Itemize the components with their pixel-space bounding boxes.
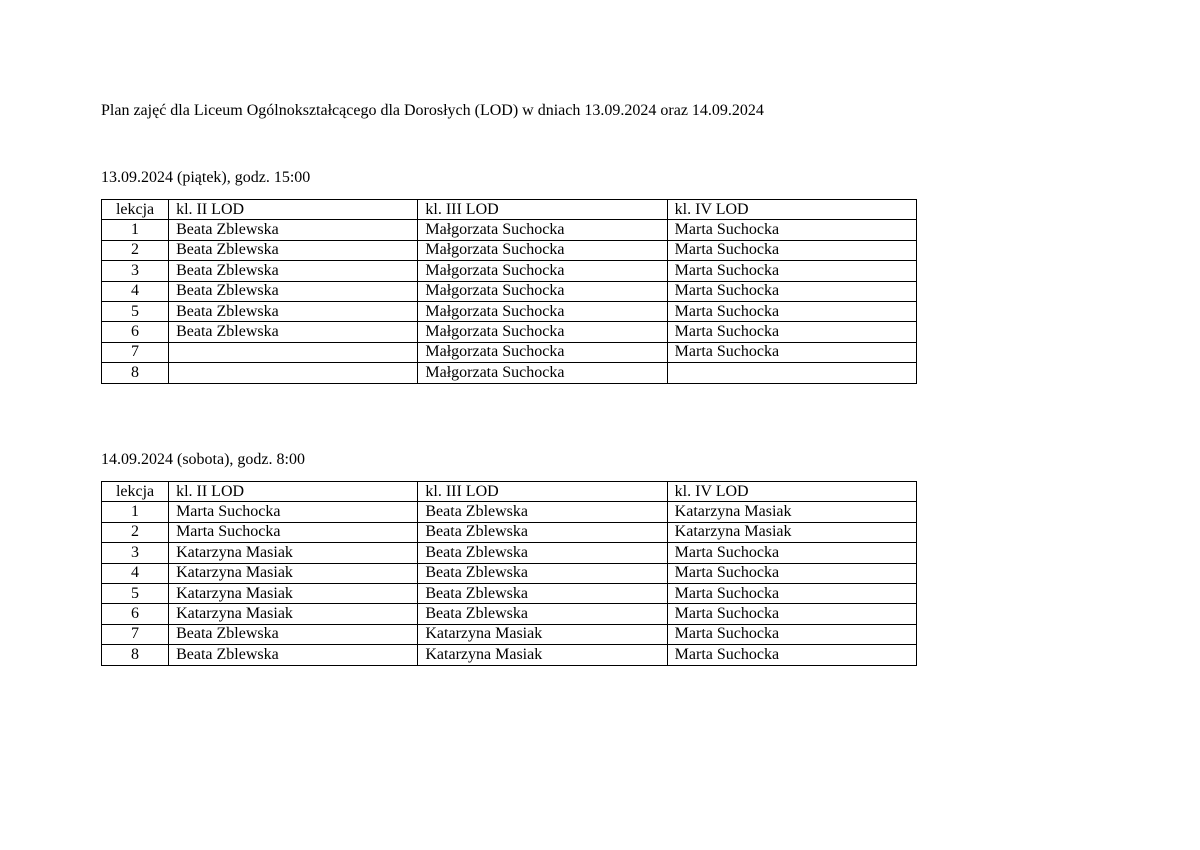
teacher-cell: Katarzyna Masiak	[418, 645, 667, 665]
teacher-cell: Marta Suchocka	[667, 281, 916, 301]
teacher-cell: Beata Zblewska	[418, 543, 667, 563]
lesson-number: 4	[102, 281, 169, 301]
teacher-cell: Marta Suchocka	[667, 563, 916, 583]
teacher-cell: Beata Zblewska	[418, 522, 667, 542]
lesson-number: 8	[102, 363, 169, 383]
teacher-cell: Beata Zblewska	[169, 281, 418, 301]
teacher-cell: Marta Suchocka	[667, 645, 916, 665]
column-header-class-ii: kl. II LOD	[169, 200, 418, 220]
table-row	[102, 281, 917, 301]
lesson-number: 3	[102, 543, 169, 563]
teacher-cell: Marta Suchocka	[667, 220, 916, 240]
column-header-class-iii: kl. III LOD	[418, 200, 667, 220]
table-row	[102, 522, 917, 542]
column-header-class-ii: kl. II LOD	[169, 482, 418, 502]
teacher-cell: Beata Zblewska	[418, 563, 667, 583]
table-row	[102, 322, 917, 342]
teacher-cell: Małgorzata Suchocka	[418, 281, 667, 301]
lesson-number: 5	[102, 301, 169, 321]
lesson-number: 3	[102, 261, 169, 281]
column-header-class-iv: kl. IV LOD	[667, 482, 916, 502]
teacher-cell: Katarzyna Masiak	[418, 624, 667, 644]
table-row	[102, 240, 917, 260]
teacher-cell: Beata Zblewska	[418, 502, 667, 522]
teacher-cell: Małgorzata Suchocka	[418, 322, 667, 342]
teacher-cell	[169, 342, 418, 362]
teacher-cell: Beata Zblewska	[418, 583, 667, 603]
table-header-row	[102, 200, 917, 220]
teacher-cell: Katarzyna Masiak	[667, 522, 916, 542]
lesson-number: 8	[102, 645, 169, 665]
schedule-table-saturday	[101, 481, 917, 666]
table-row	[102, 220, 917, 240]
table-row	[102, 502, 917, 522]
lesson-number: 1	[102, 220, 169, 240]
teacher-cell: Marta Suchocka	[667, 604, 916, 624]
table-row	[102, 301, 917, 321]
teacher-cell: Marta Suchocka	[667, 543, 916, 563]
teacher-cell: Marta Suchocka	[667, 301, 916, 321]
table-row	[102, 261, 917, 281]
teacher-cell: Katarzyna Masiak	[169, 583, 418, 603]
table-row	[102, 645, 917, 665]
schedule-table-friday	[101, 199, 917, 384]
document-title: Plan zajęć dla Liceum Ogólnokształcącego dla Dorosłych (LOD) w dniach 13.09.2024 oraz 14.09.2024	[101, 102, 764, 119]
teacher-cell: Katarzyna Masiak	[169, 604, 418, 624]
teacher-cell: Małgorzata Suchocka	[418, 342, 667, 362]
lesson-number: 6	[102, 604, 169, 624]
teacher-cell: Beata Zblewska	[169, 624, 418, 644]
teacher-cell: Beata Zblewska	[169, 261, 418, 281]
day-heading-friday: 13.09.2024 (piątek), godz. 15:00	[101, 169, 311, 186]
column-header-class-iii: kl. III LOD	[418, 482, 667, 502]
teacher-cell	[667, 363, 916, 383]
teacher-cell: Małgorzata Suchocka	[418, 240, 667, 260]
teacher-cell: Marta Suchocka	[667, 583, 916, 603]
teacher-cell: Katarzyna Masiak	[169, 563, 418, 583]
teacher-cell: Marta Suchocka	[169, 522, 418, 542]
teacher-cell: Małgorzata Suchocka	[418, 301, 667, 321]
lesson-number: 2	[102, 240, 169, 260]
lesson-number: 1	[102, 502, 169, 522]
day-heading-saturday: 14.09.2024 (sobota), godz. 8:00	[101, 451, 305, 468]
teacher-cell: Marta Suchocka	[169, 502, 418, 522]
lesson-number: 2	[102, 522, 169, 542]
teacher-cell: Małgorzata Suchocka	[418, 363, 667, 383]
lesson-number: 7	[102, 624, 169, 644]
table-row	[102, 563, 917, 583]
table-row	[102, 543, 917, 563]
teacher-cell: Beata Zblewska	[169, 645, 418, 665]
teacher-cell: Beata Zblewska	[169, 240, 418, 260]
teacher-cell: Beata Zblewska	[169, 220, 418, 240]
teacher-cell: Marta Suchocka	[667, 240, 916, 260]
teacher-cell: Małgorzata Suchocka	[418, 220, 667, 240]
lesson-number: 4	[102, 563, 169, 583]
teacher-cell: Marta Suchocka	[667, 342, 916, 362]
teacher-cell	[169, 363, 418, 383]
teacher-cell: Katarzyna Masiak	[169, 543, 418, 563]
column-header-lesson: lekcja	[102, 482, 169, 502]
lesson-number: 5	[102, 583, 169, 603]
column-header-lesson: lekcja	[102, 200, 169, 220]
table-row	[102, 583, 917, 603]
table-row	[102, 342, 917, 362]
lesson-number: 7	[102, 342, 169, 362]
table-row	[102, 624, 917, 644]
teacher-cell: Marta Suchocka	[667, 261, 916, 281]
teacher-cell: Beata Zblewska	[169, 322, 418, 342]
teacher-cell: Marta Suchocka	[667, 624, 916, 644]
teacher-cell: Marta Suchocka	[667, 322, 916, 342]
table-row	[102, 363, 917, 383]
table-header-row	[102, 482, 917, 502]
teacher-cell: Katarzyna Masiak	[667, 502, 916, 522]
column-header-class-iv: kl. IV LOD	[667, 200, 916, 220]
teacher-cell: Beata Zblewska	[169, 301, 418, 321]
teacher-cell: Beata Zblewska	[418, 604, 667, 624]
lesson-number: 6	[102, 322, 169, 342]
teacher-cell: Małgorzata Suchocka	[418, 261, 667, 281]
table-row	[102, 604, 917, 624]
